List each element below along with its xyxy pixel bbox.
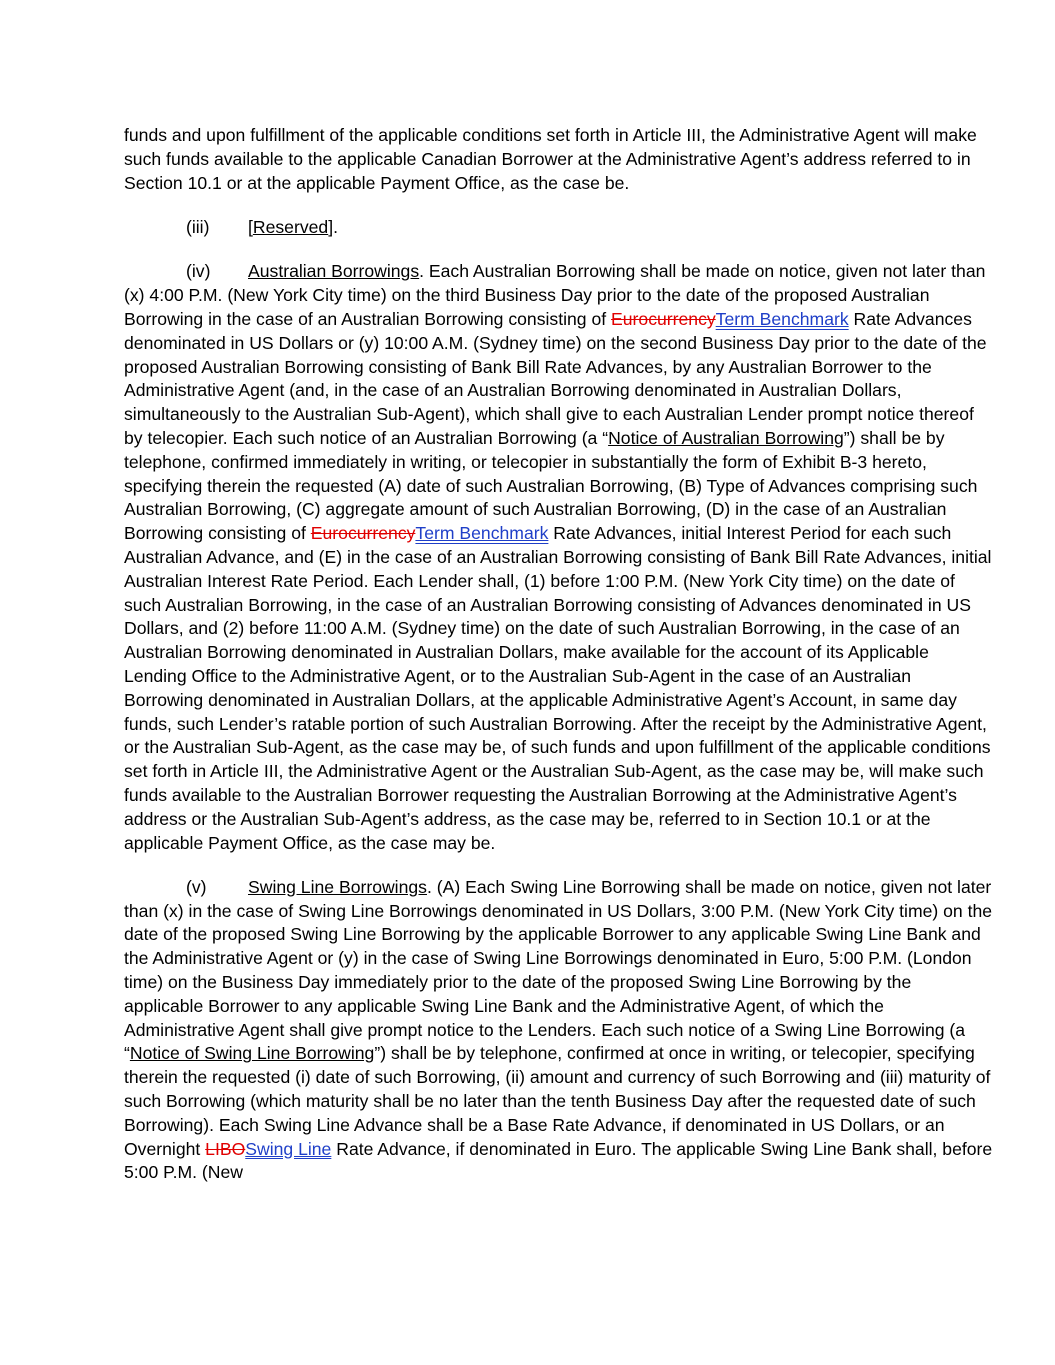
paragraph-continuation	[124, 124, 994, 195]
clause-number: (iv)	[186, 261, 211, 282]
defined-term: Notice of Australian Borrowing	[608, 427, 844, 448]
clause-heading: Swing Line Borrowings	[248, 876, 427, 897]
clause-heading: Australian Borrowings	[248, 261, 420, 282]
paragraph-text: . (A) Each Swing Line Borrowing shall be made on notice, given not later than (x) in the case of Swing Line Borrowings denominated in US Dollars, 3:00 P.M. (New York City time) on the date of the proposed Swing Line Borrowing by the applicable Borrower to any applicable Swing Line Bank and the Administrative Agent or (y) in the case of Swing Line Borrowings denominated in Euro, 5:00 P.M. (London time) on the Business Day immediately prior to the date of the proposed Swing Line Borrowing by the applicable Borrower to any applicable Swing Line Bank and the Administrative Agent, of which the Administrative Agent shall give prompt notice to the Lenders. Each such notice of a Swing Line Borrowing (a “	[124, 876, 993, 1064]
inserted-text: Term Benchmark	[415, 523, 549, 544]
paragraph-v	[124, 876, 994, 1185]
document-page	[124, 124, 994, 1206]
paragraph-text: Rate Advances, initial Interest Period for each such Australian Advance, and (E) in the case of an Australian Borrowing consisting of Bank Bill Rate Advances, initial Australian Interest Rate Period. Each Lender shall, (1) before 1:00 P.M. (New York City time) on the date of such Australian Borrowing, in the case of an Australian Borrowing consisting of Advances denominated in US Dollars, and (2) before 11:00 A.M. (Sydney time) on the date of such Australian Borrowing, in the case of an Australian Borrowing denominated in Australian Dollars, make available for the account of its Applicable Lending Office to the Administrative Agent, or to the Australian Sub-Agent in the case of an Australian Borrowing denominated in Australian Dollars, at the applicable Administrative Agent’s Account, in same day funds, such Lender’s ratable portion of such Australian Borrowing. After the receipt by the Administrative Agent, or the Australian Sub-Agent, as the case may be, of such funds and upon fulfillment of the applicable conditions set forth in Article III, the Administrative Agent or the Australian Sub-Agent, as the case may be, will make such funds available to the Australian Borrower requesting the Australian Borrowing at the Administrative Agent’s address or the Australian Sub-Agent’s address, as the case may be, referred to in Section 10.1 or at the applicable Payment Office, as the case may be.	[124, 523, 992, 853]
deleted-text: LIBO	[205, 1138, 246, 1159]
paragraph-iii	[124, 216, 994, 240]
paragraph-text: ”) shall be by telephone, confirmed at once in writing, or telecopier, specifying therein the requested (i) date of such Borrowing, (ii) amount and currency of such Borrowing and (iii) maturity of such Borrowing (which maturity shall be no later than the tenth Business Day after the requested date of such Borrowing). Each Swing Line Advance shall be a Base Rate Advance, if denominated in US Dollars, or an Overnight	[124, 1043, 991, 1159]
bracket-close: ].	[328, 216, 338, 237]
clause-number: (iii)	[186, 216, 210, 237]
defined-term: Notice of Swing Line Borrowing	[129, 1043, 375, 1064]
clause-heading: Reserved	[252, 216, 329, 237]
deleted-text: Eurocurrency	[611, 308, 716, 329]
paragraph-text: . Each Australian Borrowing shall be made on notice, given not later than (x) 4:00 P.M. (New York City time) on the third Business Day prior to the date of the proposed Australian Borrowing in the case of an Australian Borrowing consisting of	[124, 261, 986, 329]
paragraph-text: Rate Advances denominated in US Dollars or (y) 10:00 A.M. (Sydney time) on the second Business Day prior to the date of the proposed Australian Borrowing consisting of Bank Bill Rate Advances, by any Australian Borrower to the Administrative Agent (and, in the case of an Australian Borrowing denominated in Australian Dollars, simultaneously to the Australian Sub-Agent), which shall give to each Australian Lender prompt notice thereof by telecopier. Each such notice of an Australian Borrowing (a “	[124, 308, 987, 448]
paragraph-text: Rate Advance, if denominated in Euro. The applicable Swing Line Bank shall, before 5:00 P.M. (New	[124, 1138, 993, 1183]
clause-number: (v)	[186, 876, 207, 897]
paragraph-iv	[124, 260, 994, 855]
deleted-text: Eurocurrency	[310, 523, 416, 544]
paragraph-text: funds and upon fulfillment of the applicable conditions set forth in Article III, the Administrative Agent will make such funds available to the applicable Canadian Borrower at the Administrative Agent’s address referred to in Section 10.1 or at the applicable Payment Office, as the case be.	[124, 125, 977, 193]
inserted-text: Swing Line	[245, 1138, 332, 1159]
bracket-open: [	[248, 216, 253, 237]
inserted-text: Term Benchmark	[715, 308, 849, 329]
paragraph-text: ”) shall be by telephone, confirmed immediately in writing, or telecopier in substantially the form of Exhibit B-3 hereto, specifying therein the requested (A) date of such Australian Borrowing, (B) Type of Advances comprising such Australian Borrowing, (C) aggregate amount of such Australian Borrowing, (D) in the case of an Australian Borrowing consisting of	[124, 427, 978, 544]
